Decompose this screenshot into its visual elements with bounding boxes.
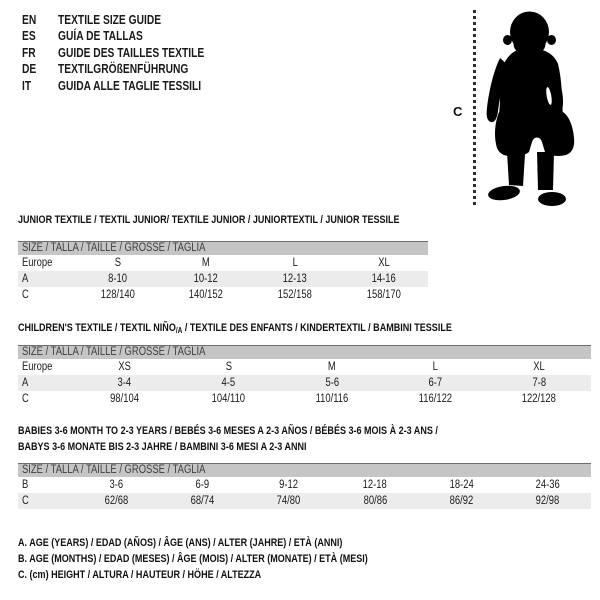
junior-section-heading: JUNIOR TEXTILE / TEXTIL JUNIOR/ TEXTILE JUNIOR / JUNIORTEXTIL / JUNIOR TESSILE [18,214,400,226]
height-dotted-line [473,10,476,207]
size-header-row [18,345,591,359]
row-label: C [22,393,29,405]
value-cell: 68/74 [190,495,215,507]
value-cell: 152/158 [277,289,312,301]
row-label: A [22,377,29,389]
legend-line-c: C. (cm) HEIGHT / ALTURA / HAUTEUR / HÖHE / ALTEZZA [18,569,262,582]
table-row-b [18,477,591,493]
value-cell: 4-5 [221,377,236,389]
value-cell: 74/80 [277,495,301,507]
language-row-fr [22,45,236,61]
language-code: IT [22,78,32,93]
value-cell: 140/152 [189,289,224,301]
table-row-europe [18,359,591,375]
value-cell: 12-13 [282,273,307,285]
value-cell: 6-9 [195,479,210,491]
size-cell: XL [377,257,390,269]
value-cell: 116/122 [418,393,453,405]
value-cell: 5-6 [325,377,339,389]
language-row-en [22,12,236,28]
babies-section-heading [18,423,530,455]
size-cell: S [114,257,121,269]
value-cell: 12-18 [363,479,388,491]
value-cell: 92/98 [535,495,560,507]
size-header-row [18,463,591,477]
value-cell: 7-8 [532,377,546,389]
value-cell: 18-24 [449,479,474,491]
size-header-row [18,241,428,255]
size-header-label: SIZE / TALLA / TAILLE / GRÖSSE / TAGLIA [22,464,206,476]
value-cell: 128/140 [100,289,135,301]
heading-subscript: /A [175,326,183,335]
value-cell: 110/116 [315,393,349,405]
value-cell: 62/68 [104,495,128,507]
legend-line-b: B. AGE (MONTHS) / EDAD (MESES) / ÂGE (MOIS) / ALTER (MONATE) / ETÀ (MESI) [18,553,368,566]
size-header-label: SIZE / TALLA / TAILLE / GRÖSSE / TAGLIA [22,346,206,358]
language-title: GUIDA ALLE TAGLIE TESSILI [58,78,202,93]
children-section-heading [18,322,547,335]
language-title: GUÍA DE TALLAS [58,29,143,44]
size-cell: XL [533,361,545,373]
table-row-a [18,375,591,391]
size-cell: M [328,361,336,373]
legend-line-a: A. AGE (YEARS) / EDAD (AÑOS) / ÂGE (ANS) / ALTER (JAHRE) / ETÀ (ANNI) [18,537,343,549]
heading-line-2: BABYS 3-6 MONATE BIS 2-3 JAHRE / BAMBINI 3-6 MESI A 2-3 ANNI [18,441,307,453]
value-cell: 8-10 [107,273,127,285]
heading-line-1: BABIES 3-6 MONTH TO 2-3 YEARS / BEBÉS 3-6 MESES A 2-3 AÑOS / BÉBÉS 3-6 MOIS À 2-3 ANS / [18,425,438,437]
babies-size-table [18,463,591,509]
heading-text: / TEXTILE DES ENFANTS / KINDERTEXTIL / BAMBINI TESSILE [182,322,452,334]
size-cell: L [432,361,439,373]
height-measure-label: C [453,104,463,119]
table-row-c [18,287,428,303]
language-code: FR [22,45,36,60]
junior-size-table [18,241,428,303]
language-title: TEXTILE SIZE GUIDE [58,13,162,27]
row-label: B [22,479,29,491]
measurement-legend [18,535,445,584]
value-cell: 3-4 [117,377,132,389]
row-label: A [22,273,29,285]
table-row-c [18,493,591,509]
value-cell: 6-7 [428,377,443,389]
value-cell: 122/128 [522,393,557,405]
language-title-list [22,12,236,94]
value-cell: 158/170 [366,289,401,301]
table-row-a [18,271,428,287]
language-code: DE [22,62,37,77]
heading-text: CHILDREN'S TEXTILE / TEXTIL NIÑO [18,322,176,334]
value-cell: 86/92 [449,495,474,507]
language-title: GUIDE DES TAILLES TEXTILE [58,45,205,60]
language-code: EN [22,13,37,27]
row-label: Europe [22,361,53,373]
language-row-de [22,61,236,77]
value-cell: 10-12 [194,273,219,285]
row-label: C [22,289,29,301]
language-row-es [22,28,236,44]
value-cell: 3-6 [109,479,123,491]
language-code: ES [22,29,36,44]
size-cell: L [292,257,298,269]
size-cell: M [202,257,211,269]
table-row-c [18,391,591,407]
value-cell: 104/110 [211,393,246,405]
language-title: TEXTILGRÖßENFÜHRUNG [58,62,189,77]
value-cell: 80/86 [363,495,387,507]
row-label: C [22,495,29,507]
size-cell: S [225,361,232,373]
table-row-europe [18,255,428,271]
value-cell: 98/104 [110,393,140,405]
value-cell: 24-36 [535,479,560,491]
children-size-table [18,345,591,407]
language-row-it [22,78,236,94]
size-cell: XS [118,361,132,373]
baby-silhouette-icon [484,6,600,208]
row-label: Europe [22,257,53,269]
value-cell: 9-12 [279,479,299,491]
value-cell: 14-16 [371,273,396,285]
size-header-label: SIZE / TALLA / TAILLE / GRÖSSE / TAGLIA [22,242,206,254]
